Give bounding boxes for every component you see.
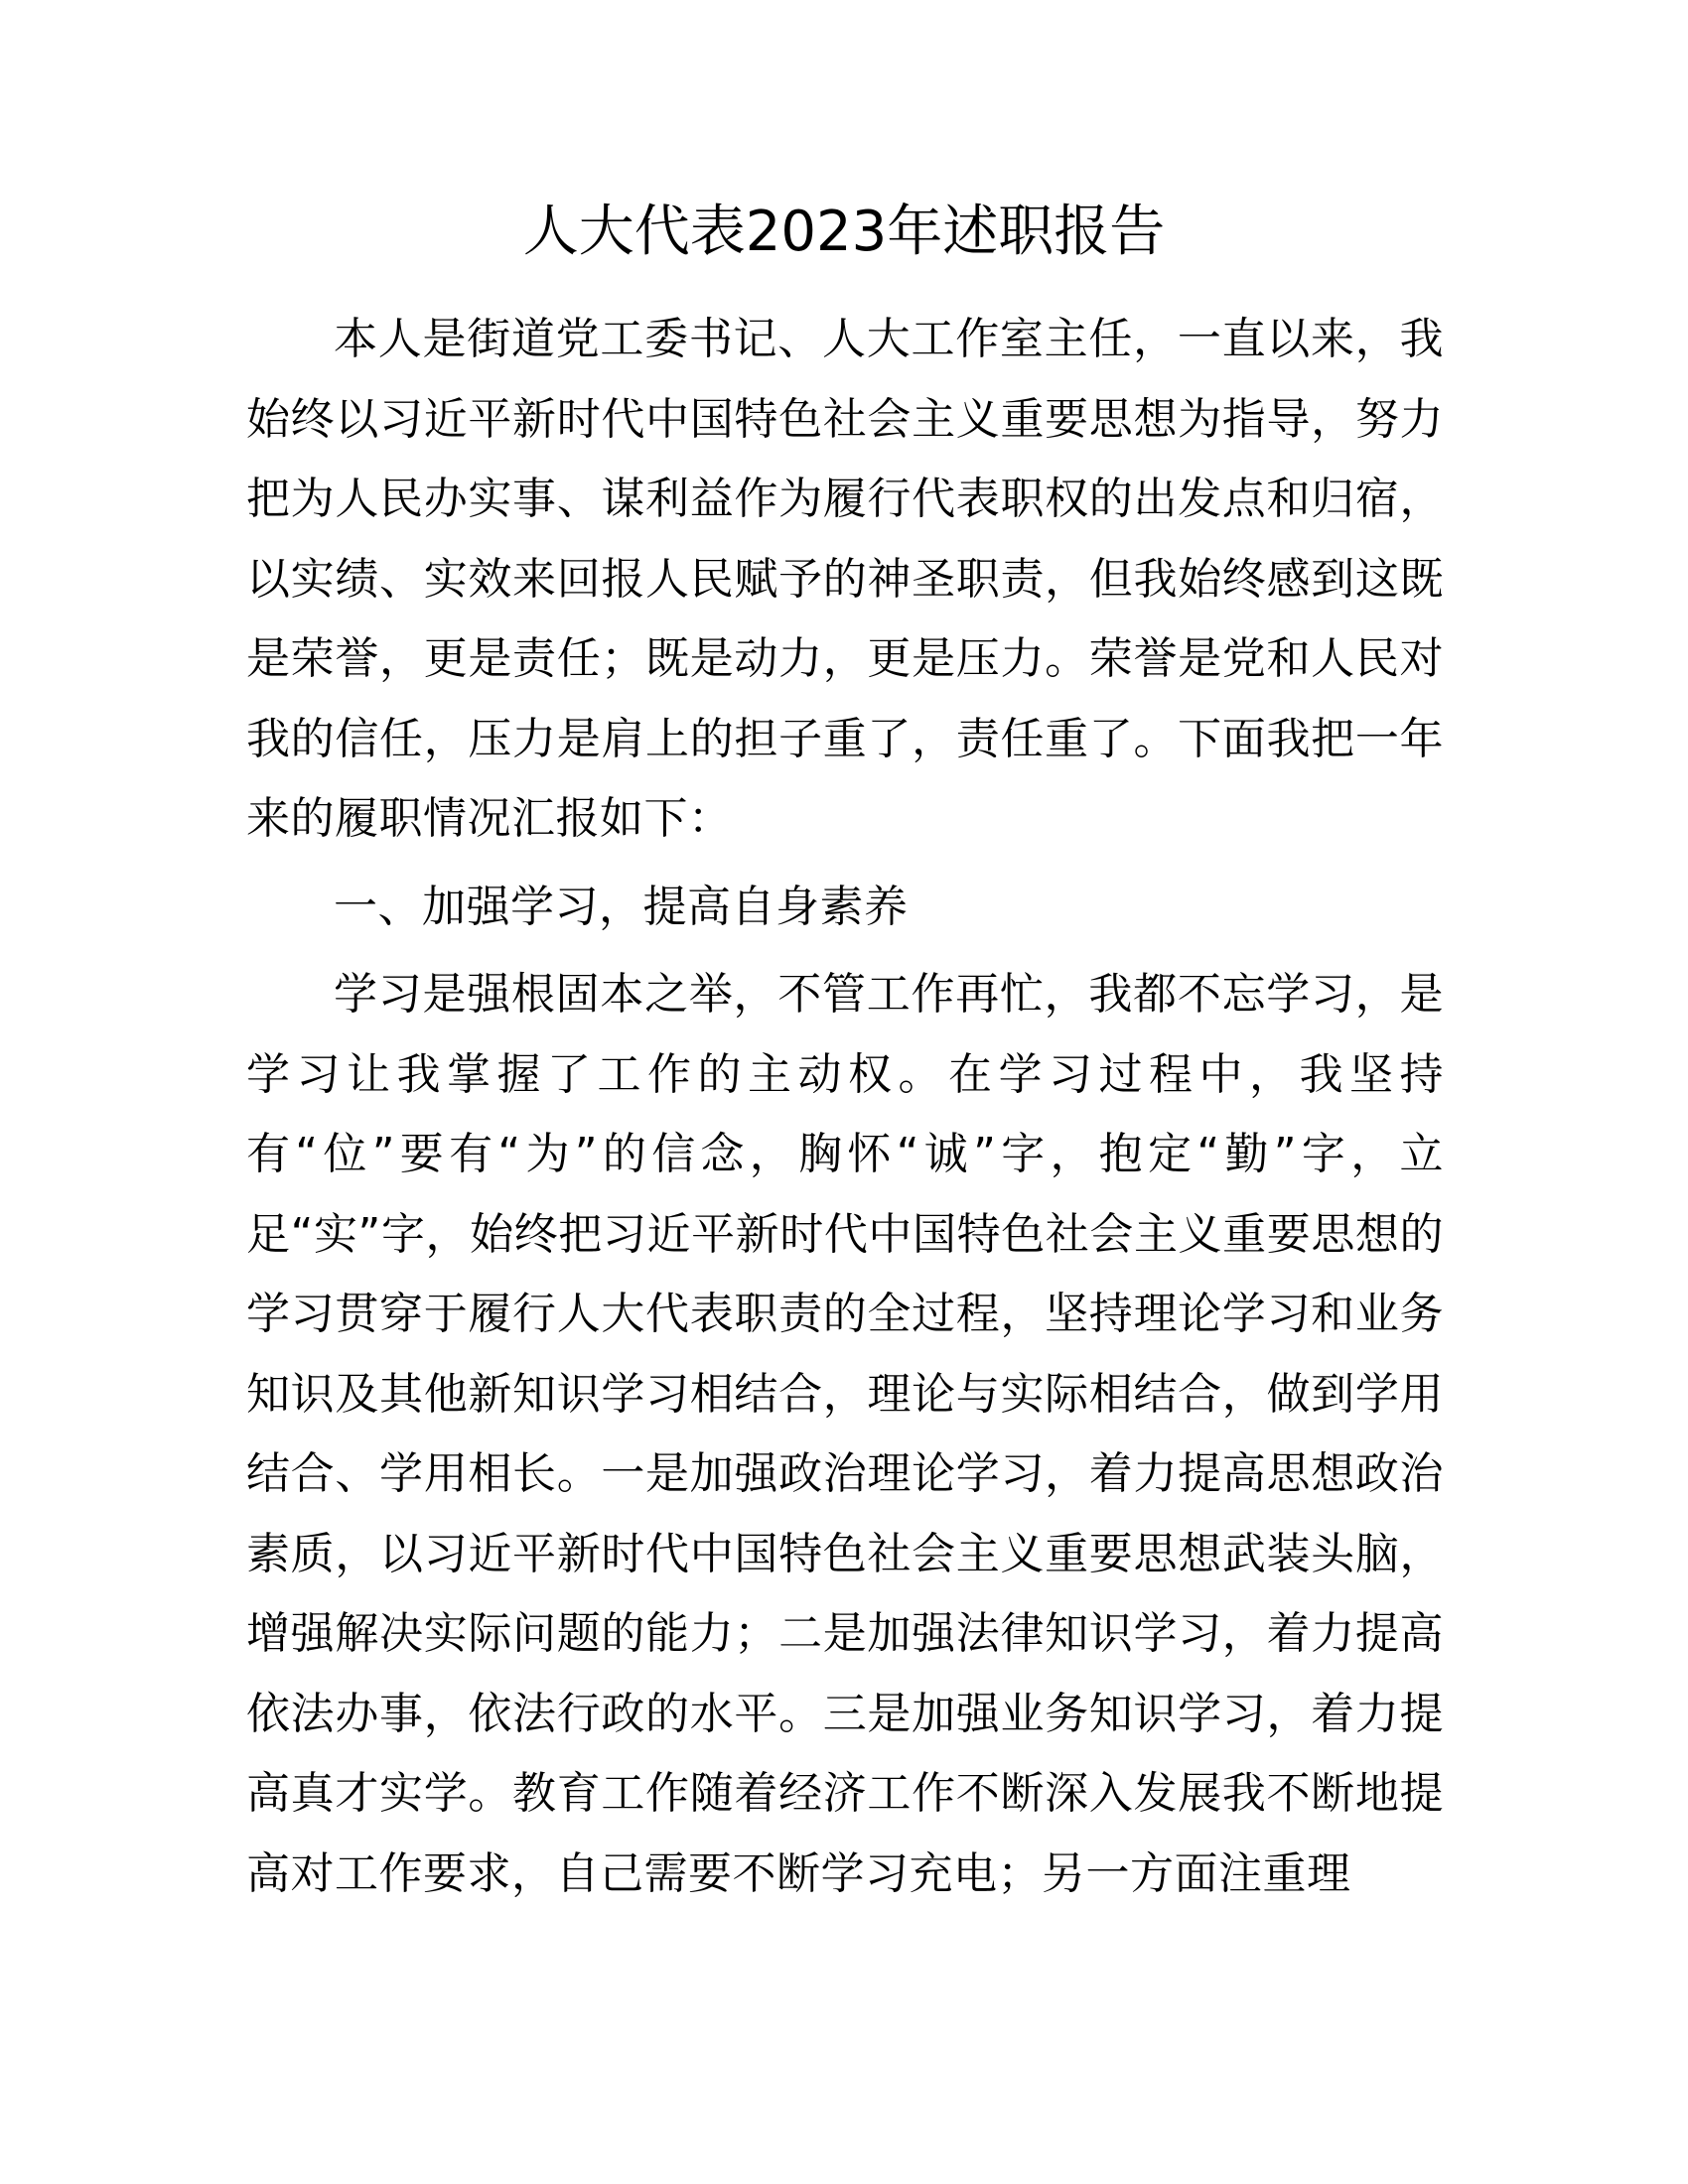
intro-paragraph: 本人是街道党工委书记、人大工作室主任，一直以来，我始终以习近平新时代中国特色社会主义重要思想为指导，努力把为人民办实事、谋利益作为履行代表职权的出发点和归宿，以实绩、实效来回报人民赋予的神圣职责，但我始终感到这既是荣誉，更是责任；既是动力，更是压力。荣誉是党和人民对我的信任，压力是肩上的担子重了，责任重了。下面我把一年来的履职情况汇报如下：	[246, 314, 1444, 844]
study-paragraph: 学习是强根固本之举，不管工作再忙，我都不忘学习，是学习让我掌握了工作的主动权。在学习过程中，我坚持有“位”要有“为”的信念，胸怀“诚”字，抱定“勤”字，立足“实”字，始终把习近平新时代中国特色社会主义重要思想的学习贯穿于履行人大代表职责的全过程，坚持理论学习和业务知识及其他新知识学习相结合，理论与实际相结合，做到学用结合、学用相长。一是加强政治理论学习，着力提高思想政治素质，以习近平新时代中国特色社会主义重要思想武装头脑，增强解决实际问题的能力；二是加强法律知识学习，着力提高依法办事，依法行政的水平。三是加强业务知识学习，着力提高真才实学。教育工作随着经济工作不断深入发展我不断地提高对工作要求，自己需要不断学习充电；另一方面注重理	[246, 969, 1444, 1899]
section-heading-1: 一、加强学习，提高自身素养	[334, 881, 909, 932]
document-body	[246, 300, 1444, 1914]
page-title: 人大代表2023年述职报告	[522, 200, 1166, 264]
